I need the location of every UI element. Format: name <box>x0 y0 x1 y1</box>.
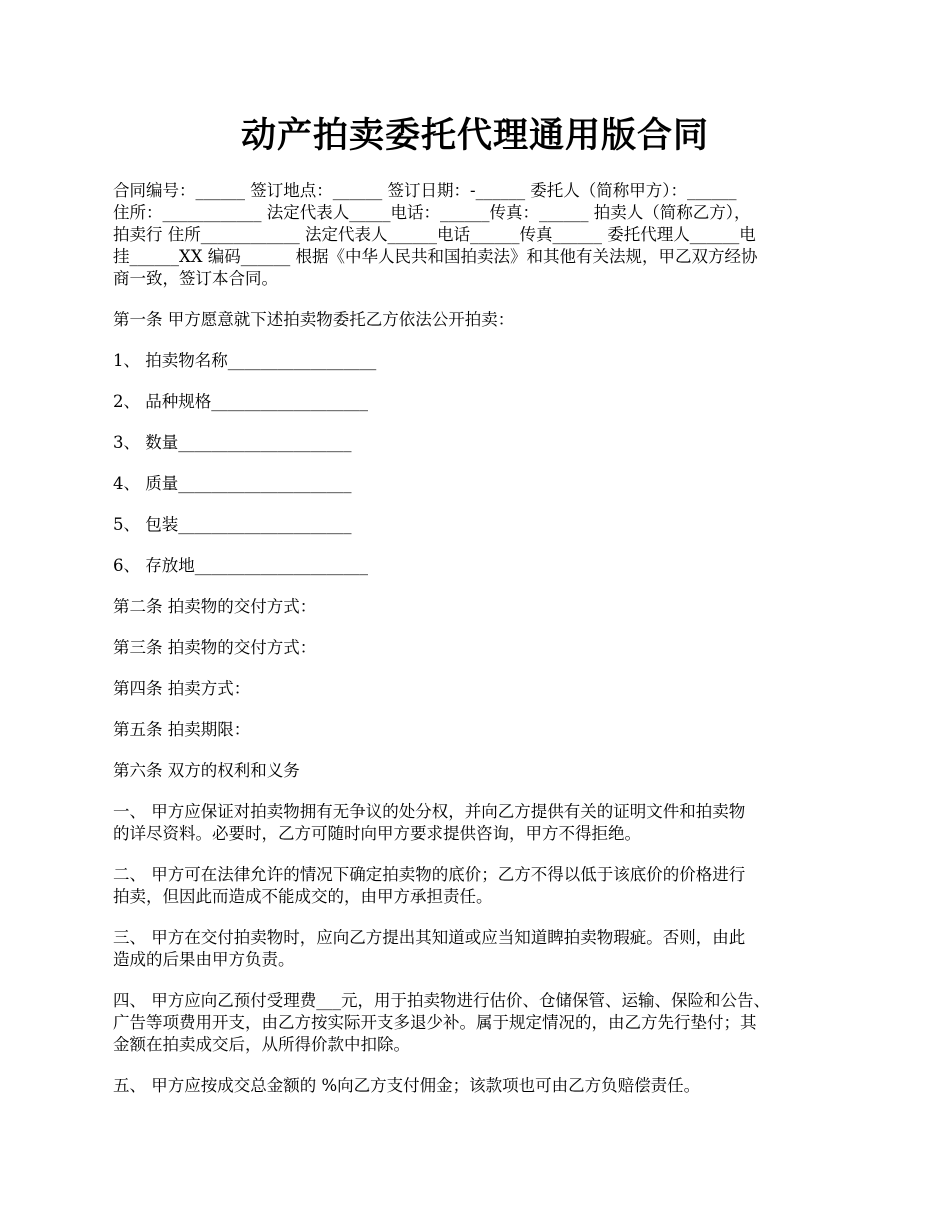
clause-4 <box>113 990 853 1056</box>
auction-item-quality: 4、 质量_____________________ <box>113 474 352 493</box>
clause-line: 拍卖，但因此而造成不能成交的，由甲方承担责任。 <box>113 887 493 906</box>
clause-5 <box>113 1075 853 1097</box>
article-6: 第六条 双方的权利和义务 <box>113 761 300 780</box>
clause-line: 金额在拍卖成交后，从所得价款中扣除。 <box>113 1035 410 1054</box>
intro-line: 拍卖行 住所____________ 法定代表人______电话______传真______ 委托代理人______电 <box>113 225 756 244</box>
document-body <box>113 180 853 1097</box>
intro-line: 商一致，签订本合同。 <box>113 269 278 288</box>
clause-line: 二、 甲方可在法律允许的情况下确定拍卖物的底价；乙方不得以低于该底价的价格进行 <box>113 865 746 884</box>
article-3: 第三条 拍卖物的交付方式： <box>113 638 317 657</box>
article-1: 第一条 甲方愿意就下述拍卖物委托乙方依法公开拍卖： <box>113 310 515 329</box>
clause-line: 一、 甲方应保证对拍卖物拥有无争议的处分权，并向乙方提供有关的证明文件和拍卖物 <box>113 802 746 821</box>
auction-item-name: 1、 拍卖物名称__________________ <box>113 351 377 370</box>
clause-line: 造成的后果由甲方负责。 <box>113 950 295 969</box>
clause-1 <box>113 801 853 845</box>
article-5: 第五条 拍卖期限： <box>113 720 251 739</box>
clause-2 <box>113 864 853 908</box>
document-title: 动产拍卖委托代理通用版合同 <box>240 115 709 156</box>
auction-item-spec: 2、 品种规格___________________ <box>113 392 368 411</box>
clause-line: 三、 甲方在交付拍卖物时，应向乙方提出其知道或应当知道睥拍卖物瑕疵。否则，由此 <box>113 928 746 947</box>
intro-line: 挂______XX 编码______ 根据《中华人民共和国拍卖法》和其他有关法规，甲乙双方经协 <box>113 247 758 266</box>
clause-line: 广告等项费用开支，由乙方按实际开支多退少补。属于规定情况的，由乙方先行垫付；其 <box>113 1013 757 1032</box>
auction-item-quantity: 3、 数量_____________________ <box>113 433 352 452</box>
intro-line: 合同编号：______ 签订地点：______ 签订日期：-______ 委托人（简称甲方）：______ <box>113 181 737 200</box>
auction-item-packaging: 5、 包装_____________________ <box>113 515 352 534</box>
clause-line: 五、 甲方应按成交总金额的 %向乙方支付佣金；该款项也可由乙方负赔偿责任。 <box>113 1076 701 1095</box>
auction-item-storage: 6、 存放地_____________________ <box>113 556 368 575</box>
clause-line: 的详尽资料。必要时，乙方可随时向甲方要求提供咨询，甲方不得拒绝。 <box>113 824 641 843</box>
clause-line: 四、 甲方应向乙预付受理费___元，用于拍卖物进行估价、仓储保管、运输、保险和公告、 <box>113 991 770 1010</box>
clause-3 <box>113 927 853 971</box>
article-2: 第二条 拍卖物的交付方式： <box>113 597 317 616</box>
intro-paragraph <box>113 180 853 290</box>
article-4: 第四条 拍卖方式： <box>113 679 251 698</box>
intro-line: 住所：____________ 法定代表人_____电话：______传真：______ 拍卖人（简称乙方）， <box>113 203 751 222</box>
